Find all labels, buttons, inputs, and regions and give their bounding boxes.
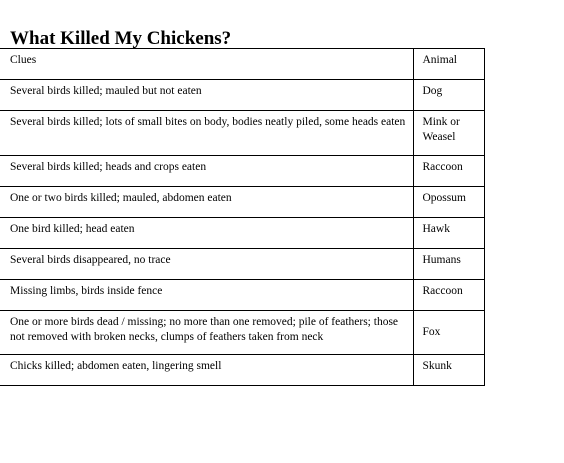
clue-cell: Several birds killed; mauled but not eaten bbox=[0, 80, 413, 111]
table-row bbox=[0, 355, 484, 386]
header-clues: Clues bbox=[0, 49, 413, 80]
page-title: What Killed My Chickens? bbox=[10, 28, 232, 49]
table-row bbox=[0, 249, 484, 280]
clue-cell: Several birds disappeared, no trace bbox=[0, 249, 413, 280]
table-row bbox=[0, 156, 484, 187]
table-row bbox=[0, 218, 484, 249]
clues-table bbox=[0, 48, 485, 386]
clue-cell: Chicks killed; abdomen eaten, lingering smell bbox=[0, 355, 413, 386]
animal-cell: Fox bbox=[413, 311, 484, 355]
animal-cell: Humans bbox=[413, 249, 484, 280]
animal-cell: Raccoon bbox=[413, 156, 484, 187]
table-header-row bbox=[0, 49, 484, 80]
clue-cell: Missing limbs, birds inside fence bbox=[0, 280, 413, 311]
clue-cell: One bird killed; head eaten bbox=[0, 218, 413, 249]
animal-cell: Dog bbox=[413, 80, 484, 111]
animal-cell: Hawk bbox=[413, 218, 484, 249]
table-row bbox=[0, 111, 484, 156]
table-row bbox=[0, 280, 484, 311]
table-row bbox=[0, 311, 484, 355]
header-animal: Animal bbox=[413, 49, 484, 80]
clue-cell: One or two birds killed; mauled, abdomen eaten bbox=[0, 187, 413, 218]
animal-cell: Raccoon bbox=[413, 280, 484, 311]
clue-cell: Several birds killed; heads and crops eaten bbox=[0, 156, 413, 187]
table-row bbox=[0, 187, 484, 218]
animal-cell: Opossum bbox=[413, 187, 484, 218]
clue-cell: Several birds killed; lots of small bites on body, bodies neatly piled, some heads eaten bbox=[0, 111, 413, 156]
clue-cell: One or more birds dead / missing; no more than one removed; pile of feathers; those not removed with broken necks, clumps of feathers taken from neck bbox=[0, 311, 413, 355]
table-row bbox=[0, 80, 484, 111]
animal-cell: Mink or Weasel bbox=[413, 111, 484, 156]
animal-cell: Skunk bbox=[413, 355, 484, 386]
